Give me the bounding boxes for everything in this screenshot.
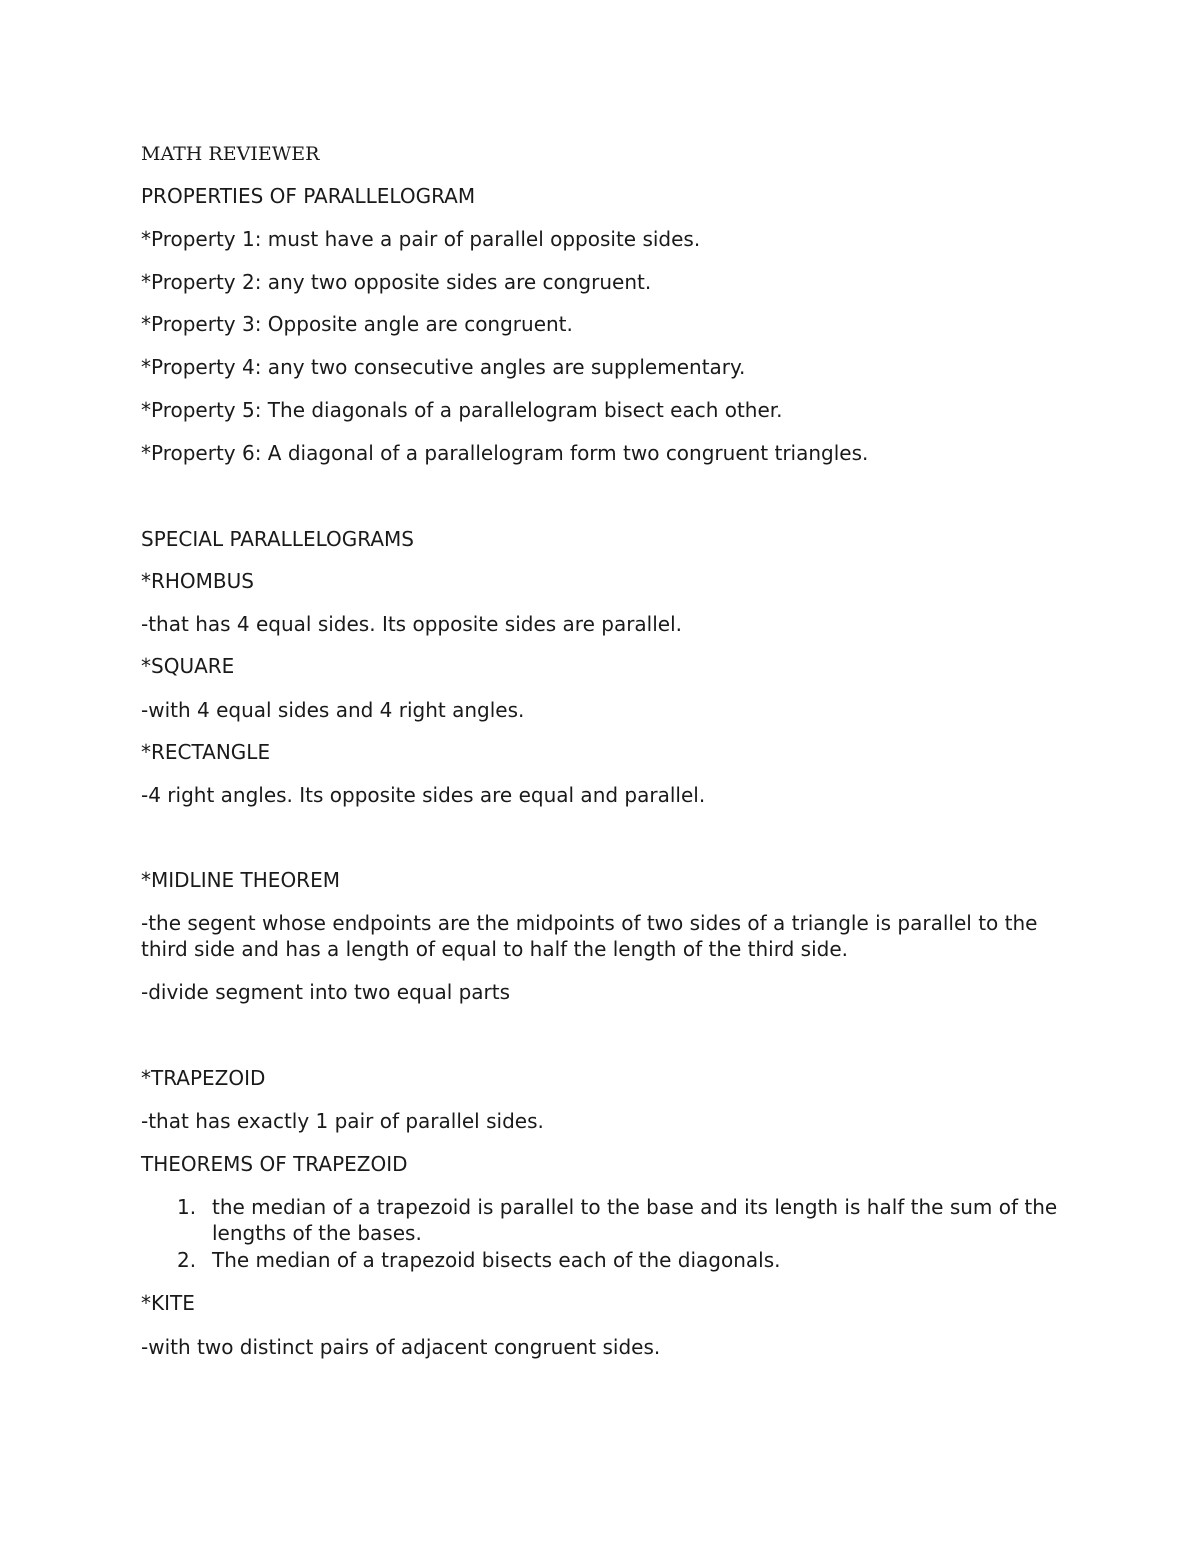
rhombus-heading: *RHOMBUS xyxy=(141,569,254,593)
midline-theorem-text: -the segent whose endpoints are the midpoints of two sides of a triangle is parallel to the third side and has a length of equal to half the length of the third side. xyxy=(141,911,1038,961)
property-1: *Property 1: must have a pair of parallel opposite sides. xyxy=(141,227,701,251)
rectangle-text: -4 right angles. Its opposite sides are equal and parallel. xyxy=(141,783,706,807)
rhombus-text: -that has 4 equal sides. Its opposite sides are parallel. xyxy=(141,612,683,636)
list-number: 2. xyxy=(177,1248,197,1272)
trapezoid-text: -that has exactly 1 pair of parallel sides. xyxy=(141,1109,544,1133)
rectangle-heading: *RECTANGLE xyxy=(141,740,271,764)
trapezoid-heading: *TRAPEZOID xyxy=(141,1066,266,1090)
special-parallelograms-heading: SPECIAL PARALLELOGRAMS xyxy=(141,527,414,551)
list-item xyxy=(141,1247,1061,1273)
midline-theorem-note: -divide segment into two equal parts xyxy=(141,980,511,1004)
list-item xyxy=(141,1194,1061,1246)
square-text: -with 4 equal sides and 4 right angles. xyxy=(141,698,525,722)
property-6: *Property 6: A diagonal of a parallelogram form two congruent triangles. xyxy=(141,441,869,465)
property-3: *Property 3: Opposite angle are congruent. xyxy=(141,312,573,336)
property-2: *Property 2: any two opposite sides are congruent. xyxy=(141,270,652,294)
property-4: *Property 4: any two consecutive angles are supplementary. xyxy=(141,355,746,379)
kite-text: -with two distinct pairs of adjacent congruent sides. xyxy=(141,1335,661,1359)
midline-theorem-heading: *MIDLINE THEOREM xyxy=(141,868,340,892)
kite-heading: *KITE xyxy=(141,1291,195,1315)
square-heading: *SQUARE xyxy=(141,654,235,678)
parallelogram-heading: PROPERTIES OF PARALLELOGRAM xyxy=(141,184,476,208)
list-number: 1. xyxy=(177,1195,197,1219)
trapezoid-theorems-heading: THEOREMS OF TRAPEZOID xyxy=(141,1152,408,1176)
property-5: *Property 5: The diagonals of a parallelogram bisect each other. xyxy=(141,398,783,422)
list-text: The median of a trapezoid bisects each of the diagonals. xyxy=(212,1248,781,1272)
list-text: the median of a trapezoid is parallel to the base and its length is half the sum of the lengths of the bases. xyxy=(212,1195,1058,1245)
document-title: MATH REVIEWER xyxy=(141,143,320,165)
